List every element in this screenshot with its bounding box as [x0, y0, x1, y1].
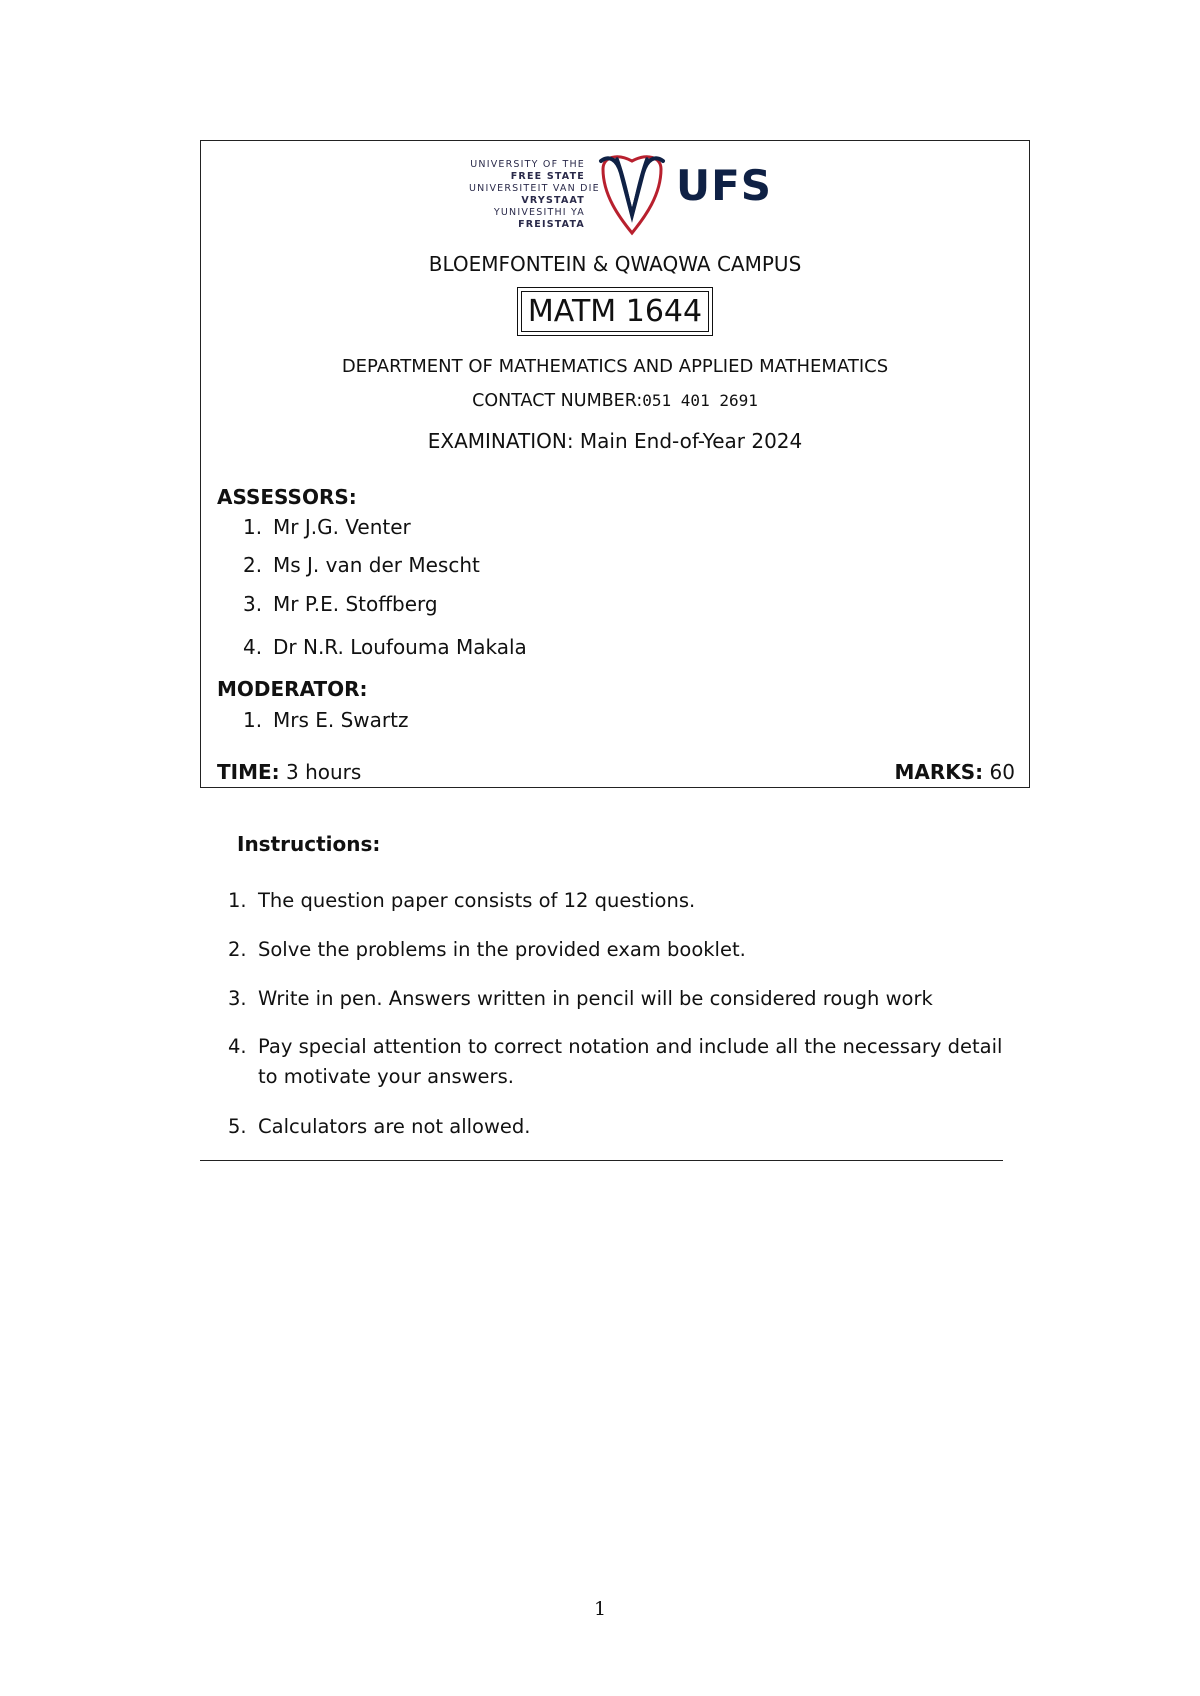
contact-label: CONTACT NUMBER: — [472, 391, 643, 411]
course-code: MATM 1644 — [521, 291, 709, 332]
list-item — [243, 553, 480, 577]
list-number: 2. — [243, 553, 263, 577]
instruction-text: Calculators are not allowed. — [258, 1115, 531, 1138]
list-item — [228, 1112, 531, 1142]
course-code-box — [201, 287, 1029, 336]
ufs-emblem-icon — [595, 151, 669, 237]
list-number: 4. — [228, 1035, 247, 1058]
instruction-text-continuation: to motivate your answers. — [258, 1065, 514, 1088]
marks-label: MARKS: — [894, 760, 984, 784]
moderator-name: Mrs E. Swartz — [273, 708, 409, 732]
list-item — [243, 708, 408, 732]
examination-line — [201, 429, 1029, 453]
list-number: 1. — [243, 708, 263, 732]
campus-name: BLOEMFONTEIN & QWAQWA CAMPUS — [428, 252, 802, 276]
page-number: 1 — [593, 1598, 607, 1620]
logo-university-names — [469, 159, 600, 231]
list-item — [228, 935, 746, 965]
time-allowed — [217, 760, 361, 784]
total-marks — [895, 760, 1016, 784]
assessor-name: Mr J.G. Venter — [273, 515, 411, 539]
assessor-name: Ms J. van der Mescht — [273, 553, 480, 577]
instruction-text: The question paper consists of 12 questions. — [258, 889, 696, 912]
moderator-heading: MODERATOR: — [217, 677, 368, 701]
exam-header-box — [200, 140, 1030, 788]
time-label: TIME: — [217, 760, 280, 784]
list-item — [228, 984, 933, 1014]
ufs-logo — [469, 151, 773, 237]
logo-line: UNIVERSITEIT VAN DIE — [469, 183, 600, 194]
list-item — [243, 515, 411, 539]
examination-value: Main End-of-Year 2024 — [579, 429, 803, 453]
logo-wordmark: UFS — [676, 161, 773, 210]
list-number: 3. — [228, 987, 247, 1010]
time-value: 3 hours — [286, 760, 362, 784]
marks-value: 60 — [989, 760, 1015, 784]
logo-line: VRYSTAAT — [521, 195, 585, 206]
list-number: 1. — [228, 889, 247, 912]
instruction-text: Write in pen. Answers written in pencil will be considered rough work — [258, 987, 933, 1010]
logo-line: FREISTATA — [518, 219, 585, 230]
examination-label: EXAMINATION: — [427, 429, 574, 453]
logo-line: UNIVERSITY OF THE — [470, 159, 585, 170]
assessor-name: Dr N.R. Loufouma Makala — [273, 635, 527, 659]
list-number: 4. — [243, 635, 263, 659]
horizontal-divider — [200, 1160, 1003, 1161]
list-number: 5. — [228, 1115, 247, 1138]
list-item — [228, 886, 695, 916]
list-number: 1. — [243, 515, 263, 539]
list-number: 2. — [228, 938, 247, 961]
contact-line — [201, 391, 1029, 411]
instruction-text: Pay special attention to correct notation and include all the necessary detail — [258, 1035, 1003, 1058]
instruction-text: Solve the problems in the provided exam booklet. — [258, 938, 746, 961]
list-number: 3. — [243, 592, 263, 616]
list-item — [243, 592, 438, 616]
assessor-name: Mr P.E. Stoffberg — [273, 592, 438, 616]
list-item — [243, 635, 527, 659]
logo-line: FREE STATE — [510, 171, 585, 182]
list-item — [228, 1032, 1002, 1092]
department-name: DEPARTMENT OF MATHEMATICS AND APPLIED MATHEMATICS — [341, 356, 889, 377]
instructions-heading: Instructions: — [237, 832, 381, 856]
contact-number: 051 401 2691 — [642, 391, 758, 410]
logo-line: YUNIVESITHI YA — [493, 207, 585, 218]
assessors-heading: ASSESSORS: — [217, 485, 357, 509]
